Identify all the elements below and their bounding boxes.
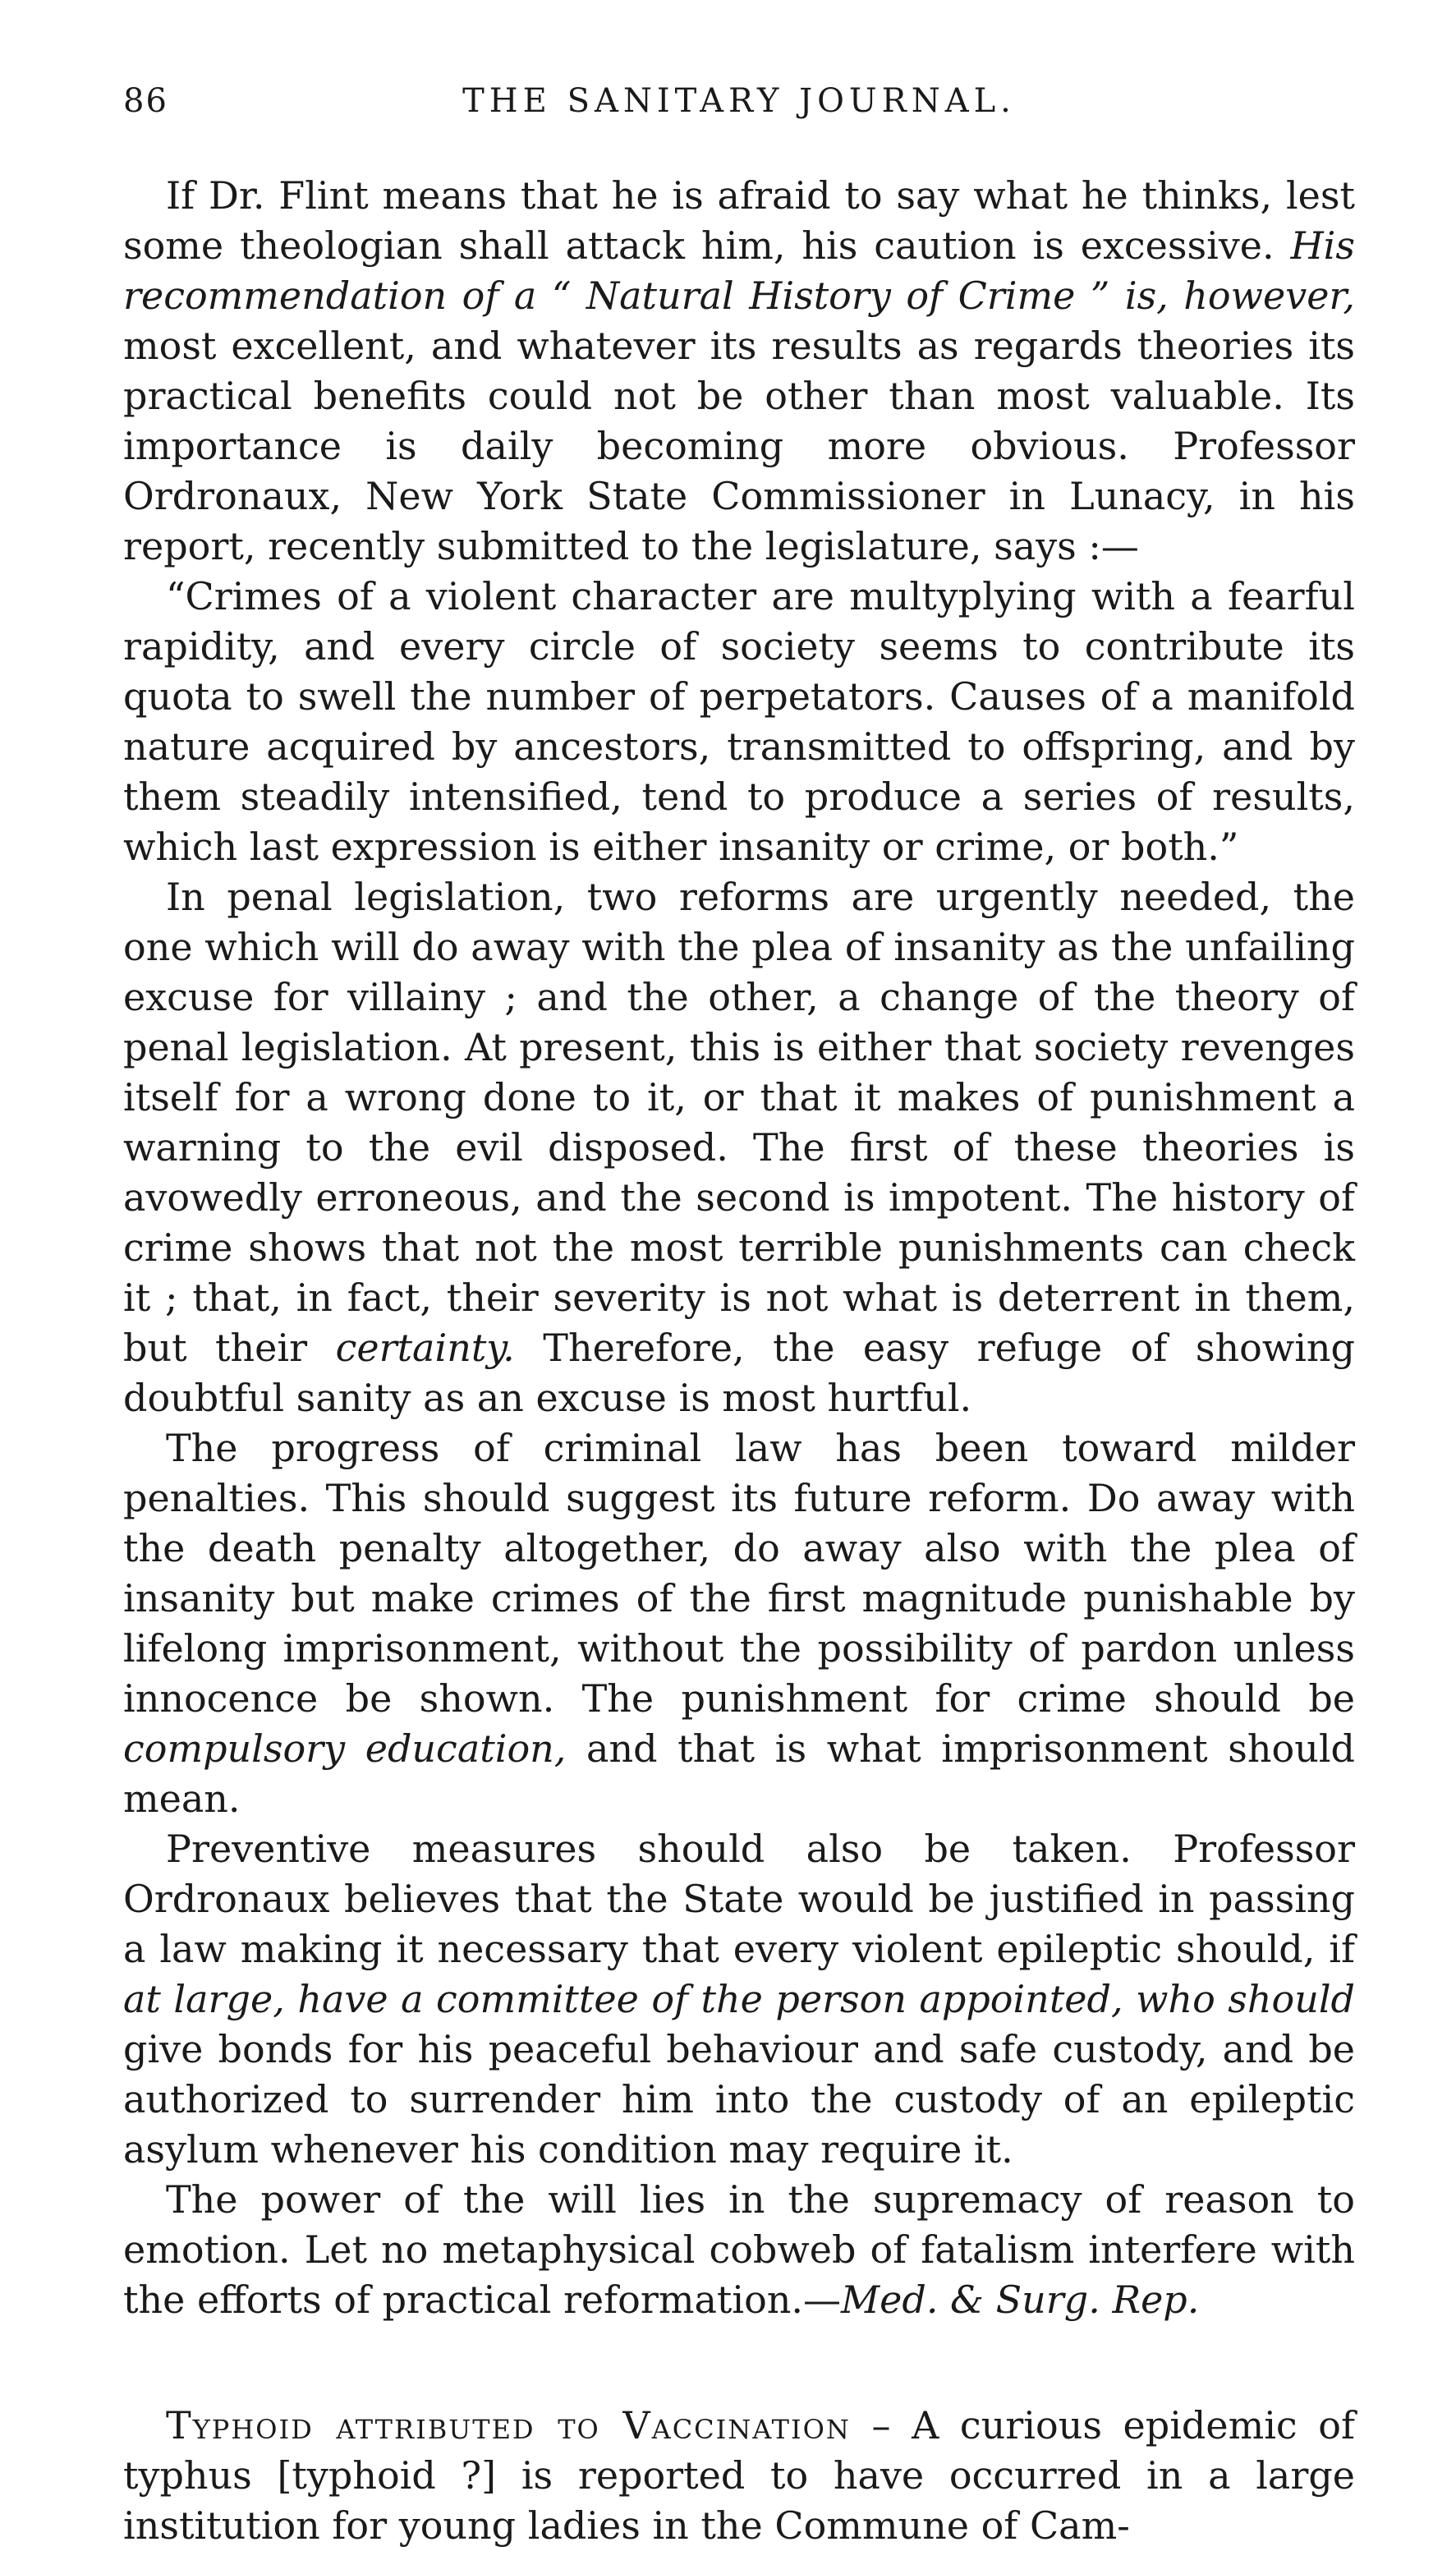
paragraph-quotation: “Crimes of a violent character are multyplying with a fearful rapidity, and every circle of society seems to contribute its quota to swell the number of perpetators. Causes of a manifold nature acquired by ancestors, transmitted to offspring, and by them steadily intensified, tend to produce a series of results, which last expression is either insanity or crime, or both.” [123,574,1355,869]
running-head [123,82,1355,131]
paragraph-text: The power of the will lies in the supremacy of reason to emotion. Let no metaphysical cobweb of fatalism interfere with the efforts of practical reformation.— [123,2177,1355,2322]
italic-text: His recommendation of a “ Natural History of Crime ” is, however, [123,223,1355,318]
paragraph-typhoid [123,2401,1355,2551]
paragraph-preventive-measures [123,1824,1355,2175]
paragraph-text: In penal legislation, two reforms are urgently needed, the one which will do away with the plea of insanity as the unfailing excuse for villainy ; and the other, a change of the theory of penal legislation. At present, this is either that society revenges itself for a wrong done to it, or that it makes of punishment a warning to the evil disposed. The first of these theories is avowedly erroneous, and the second is impotent. The history of crime shows that not the most terrible punishments can check it ; that, in fact, their severity is not what is deterrent in them, but their [123,875,1355,1370]
italic-text: at large, have a committee of the person appointed, who should [123,1977,1355,2021]
paragraph-text: The progress of criminal law has been toward milder penalties. This should suggest its future reform. Do away with the death penalty altogether, do away also with the plea of insanity but make crimes of the first magnitude punishable by lifelong imprisonment, without the possibility of pardon unless innocence be shown. The punishment for crime should be [123,1426,1355,1721]
next-article [123,2401,1355,2551]
paragraph-text: give bonds for his peaceful behaviour and safe custody, and be authorized to surrender him into the custody of an epileptic asylum whenever his condition may require it. [123,2027,1355,2172]
italic-text: compulsory education, [123,1726,567,1771]
paragraph-text: – A curious epidemic of typhus [typhoid ?] is reported to have occurred in a large institution for young ladies in the Commune of Cam- [123,2403,1355,2548]
source-citation: Med. & Surg. Rep. [841,2278,1200,2322]
page-number: 86 [123,82,168,120]
journal-title: THE SANITARY JOURNAL. [462,82,1016,120]
paragraph-penal-legislation [123,872,1355,1423]
paragraph-text: and that is what imprisonment should mean. [123,1726,1355,1821]
paragraph-text: If Dr. Flint means that he is afraid to say what he thinks, lest some theologian shall attack him, his caution is excessive. [123,173,1355,268]
italic-text: certainty. [335,1326,515,1370]
paragraph-flint [123,171,1355,572]
section-heading: Typhoid attributed to Vaccination [166,2403,851,2448]
paragraph-text: Preventive measures should also be taken. Professor Ordronaux believes that the State would be justified in passing a law making it necessary that every violent epileptic should, if [123,1827,1355,1971]
paragraph-text: most excellent, and whatever its results as regards theories its practical benefits could not be other than most valuable. Its importance is daily becoming more obvious. Professor Ordronaux, New York State Commissioner in Lunacy, in his report, recently submitted to the legislature, says :— [123,324,1355,568]
paragraph-text: Therefore, the easy refuge of showing doubtful sanity as an excuse is most hurtful. [123,1326,1355,1420]
article-body [123,171,1355,2325]
journal-page [123,82,1355,2551]
paragraph-power-of-will [123,2175,1355,2325]
paragraph-criminal-law [123,1423,1355,1824]
